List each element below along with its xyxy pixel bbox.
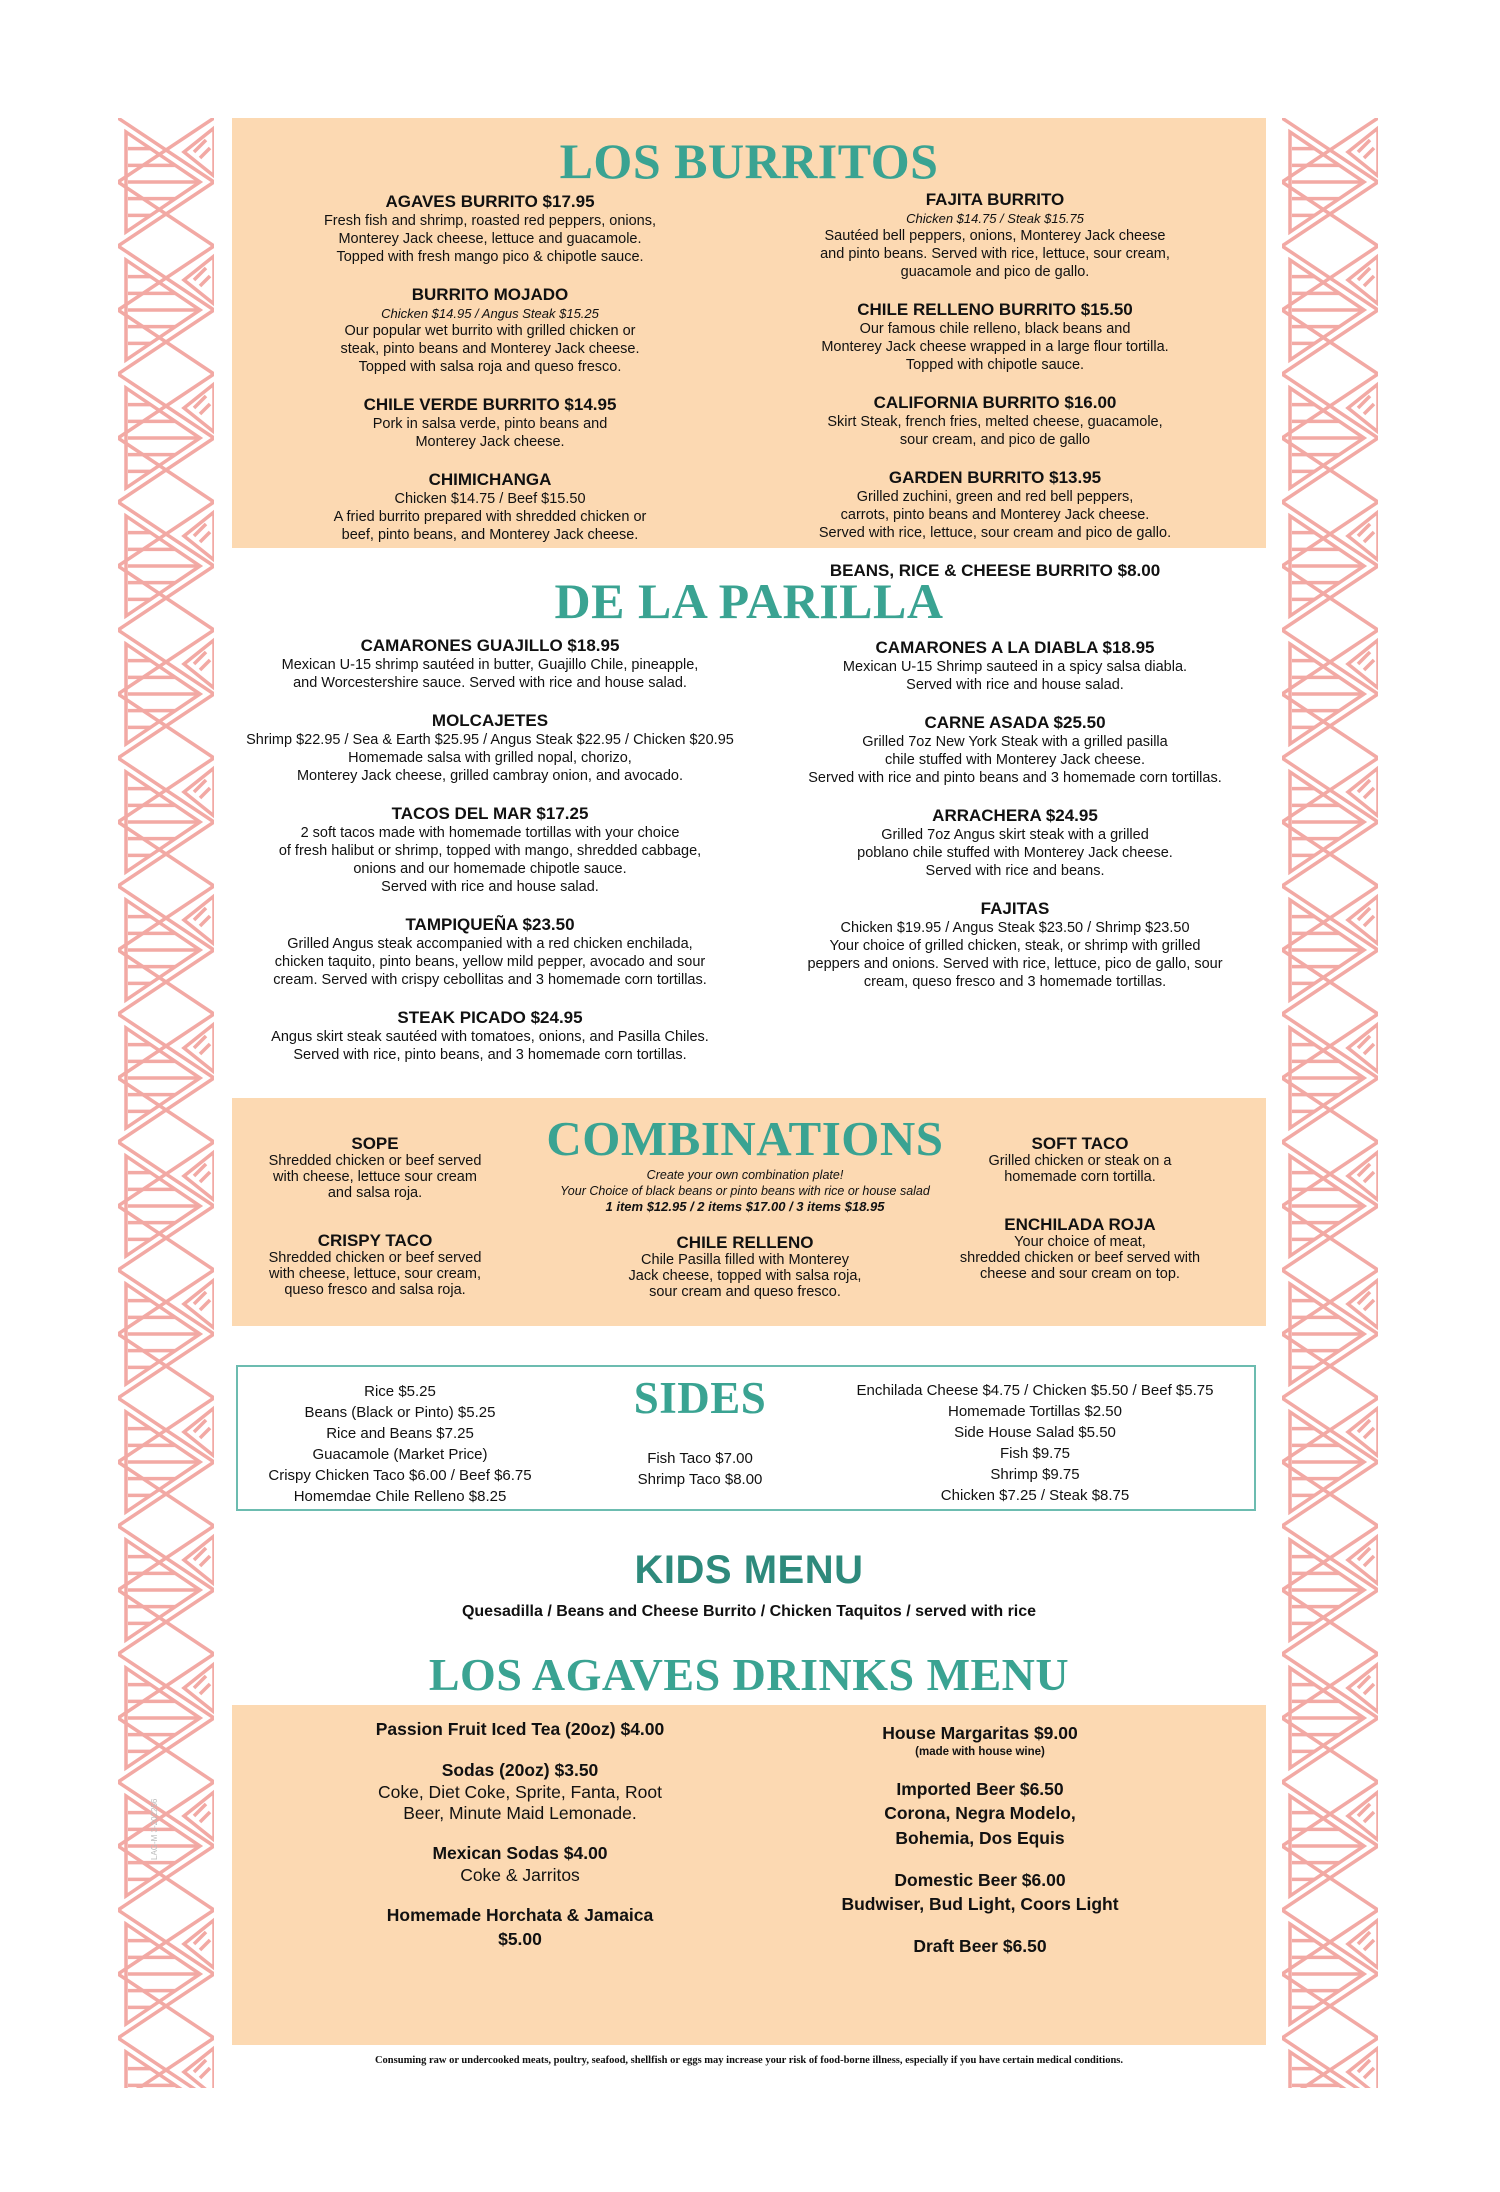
item-name: CALIFORNIA BURRITO $16.00 (873, 393, 1117, 412)
item-description: Served with rice, lettuce, sour cream and pico de gallo. (818, 525, 1172, 541)
item-description: Monterey Jack cheese, lettuce and guacamole. (338, 231, 642, 247)
item-description: with cheese, lettuce sour cream (273, 1169, 477, 1185)
item-price-note: Chicken $14.75 / Steak $15.75 (906, 211, 1084, 226)
drink-name: Sodas (20oz) $3.50 (441, 1760, 599, 1780)
drink-name: Domestic Beer $6.00 (894, 1870, 1066, 1890)
combinations-intro-line-1: Create your own combination plate! (646, 1168, 844, 1182)
drink-item (340, 1718, 700, 1741)
drink-item (800, 1778, 1160, 1851)
drink-name: Passion Fruit Iced Tea (20oz) $4.00 (375, 1719, 665, 1739)
item-name: CAMARONES A LA DIABLA $18.95 (875, 638, 1155, 657)
drink-description: Coke, Diet Coke, Sprite, Fanta, Root (377, 1782, 663, 1802)
item-name: CHILE VERDE BURRITO $14.95 (363, 395, 617, 414)
menu-item (240, 915, 740, 989)
menu-item (765, 899, 1265, 991)
item-description: Chicken $14.75 / Beef $15.50 (394, 491, 586, 507)
item-name: SOFT TACO (1031, 1134, 1129, 1153)
item-description: Pork in salsa verde, pinto beans and (372, 416, 608, 432)
health-disclaimer: Consuming raw or undercooked meats, poultry, seafood, shellfish or eggs may increase your risk of food-borne illness, especially if you have certain medical conditions. (374, 2055, 1124, 2066)
combinations-prices: 1 item $12.95 / 2 items $17.00 / 3 items $18.95 (605, 1199, 885, 1214)
item-description: sour cream, and pico de gallo (899, 432, 1091, 448)
side-item: Fish $9.75 (999, 1445, 1071, 1462)
item-name: BEANS, RICE & CHEESE BURRITO $8.00 (829, 561, 1161, 580)
item-description: queso fresco and salsa roja. (284, 1282, 466, 1298)
combinations-right-column (945, 1134, 1215, 1312)
item-description: peppers and onions. Served with rice, lettuce, pico de gallo, sour (807, 956, 1223, 972)
item-name: TAMPIQUEÑA $23.50 (405, 915, 575, 934)
menu-item (780, 190, 1210, 281)
item-name: ARRACHERA $24.95 (932, 806, 1098, 825)
item-description: Served with rice and house salad. (381, 879, 599, 895)
menu-item (765, 806, 1265, 880)
item-name: GARDEN BURRITO $13.95 (888, 468, 1102, 487)
item-name: CHILE RELLENO BURRITO $15.50 (857, 300, 1133, 319)
drink-item (800, 1935, 1160, 1958)
item-description: Angus skirt steak sautéed with tomatoes, onions, and Pasilla Chiles. (271, 1029, 709, 1045)
item-name: SOPE (351, 1134, 399, 1153)
side-item: Guacamole (Market Price) (312, 1446, 488, 1463)
combinations-left-column (250, 1134, 500, 1328)
side-item: Shrimp Taco $8.00 (637, 1471, 763, 1488)
item-description: Sautéed bell peppers, onions, Monterey Jack cheese (824, 228, 1166, 244)
item-description: cream, queso fresco and 3 homemade tortillas. (863, 974, 1167, 990)
item-description: guacamole and pico de gallo. (900, 264, 1090, 280)
menu-item (765, 713, 1265, 787)
item-description: Our famous chile relleno, black beans and (859, 321, 1131, 337)
item-description: chile stuffed with Monterey Jack cheese. (884, 752, 1146, 768)
side-item: Homemade Tortillas $2.50 (948, 1403, 1122, 1420)
drinks-left-column (340, 1718, 700, 1970)
drink-description: Budwiser, Bud Light, Coors Light (841, 1894, 1119, 1914)
drink-description: $5.00 (498, 1929, 542, 1949)
item-description: Grilled chicken or steak on a (988, 1153, 1172, 1169)
item-description: Shrimp $22.95 / Sea & Earth $25.95 / Angus Steak $22.95 / Chicken $20.95 (246, 732, 734, 748)
item-description: A fried burrito prepared with shredded chicken or (333, 509, 647, 525)
item-description: Served with rice and house salad. (906, 677, 1124, 693)
menu-item (270, 470, 710, 544)
item-description: Shredded chicken or beef served (268, 1250, 482, 1266)
item-description: Homemade salsa with grilled nopal, chorizo, (348, 750, 632, 766)
sides-left-column (250, 1381, 550, 1507)
drink-item (800, 1869, 1160, 1917)
item-description: Grilled 7oz New York Steak with a grilled pasilla (862, 734, 1168, 750)
drinks-title: LOS AGAVES DRINKS MENU (428, 1649, 1070, 1700)
side-item: Rice $5.25 (364, 1383, 436, 1400)
item-description: Your choice of grilled chicken, steak, or shrimp with grilled (829, 938, 1201, 954)
item-description: Grilled zuchini, green and red bell peppers, (856, 489, 1134, 505)
menu-item (600, 1233, 890, 1300)
drink-note: (made with house wine) (915, 1746, 1045, 1758)
item-name: AGAVES BURRITO $17.95 (385, 192, 595, 211)
drinks-right-column (800, 1722, 1160, 1976)
burritos-right-column (780, 190, 1210, 600)
item-description: Chile Pasilla filled with Monterey (641, 1252, 849, 1268)
item-name: ENCHILADA ROJA (1004, 1215, 1156, 1234)
item-description: Chicken $19.95 / Angus Steak $23.50 / Shrimp $23.50 (840, 920, 1190, 936)
drink-name: Mexican Sodas $4.00 (432, 1843, 608, 1863)
parilla-left-column (240, 636, 740, 1083)
item-description: 2 soft tacos made with homemade tortillas with your choice (300, 825, 680, 841)
item-name: CHIMICHANGA (428, 470, 552, 489)
burritos-title: LOS BURRITOS (559, 133, 939, 189)
menu-item (270, 192, 710, 266)
menu-item (250, 1134, 500, 1201)
item-description: beef, pinto beans, and Monterey Jack cheese. (341, 527, 639, 543)
item-description: Fresh fish and shrimp, roasted red peppers, onions, (323, 213, 657, 229)
sides-title: SIDES (633, 1373, 767, 1423)
side-item: Enchilada Cheese $4.75 / Chicken $5.50 / Beef $5.75 (856, 1382, 1214, 1399)
drink-description: Corona, Negra Modelo, (884, 1803, 1076, 1823)
item-description: chicken taquito, pinto beans, yellow mild pepper, avocado and sour (274, 954, 706, 970)
side-item: Homemdae Chile Relleno $8.25 (293, 1488, 507, 1505)
right-border-pattern (1282, 118, 1378, 2088)
item-description: Monterey Jack cheese wrapped in a large flour tortilla. (821, 339, 1169, 355)
item-description: Served with rice and pinto beans and 3 homemade corn tortillas. (808, 770, 1222, 786)
item-name: CARNE ASADA $25.50 (924, 713, 1106, 732)
item-description: Our popular wet burrito with grilled chicken or (344, 323, 636, 339)
menu-item (270, 285, 710, 376)
menu-item (240, 804, 740, 896)
item-description: and pinto beans. Served with rice, lettuce, sour cream, (820, 246, 1170, 262)
side-item: Rice and Beans $7.25 (326, 1425, 474, 1442)
side-item: Beans (Black or Pinto) $5.25 (304, 1404, 496, 1421)
drink-name: Homemade Horchata & Jamaica (386, 1905, 654, 1925)
item-description: Monterey Jack cheese, grilled cambray onion, and avocado. (296, 768, 684, 784)
combinations-intro-line-2: Your Choice of black beans or pinto beans with rice or house salad (560, 1184, 930, 1198)
menu-item (240, 1008, 740, 1064)
item-description: Served with rice and beans. (925, 863, 1105, 879)
combinations-center-column (600, 1233, 890, 1330)
side-item: Chicken $7.25 / Steak $8.75 (940, 1487, 1130, 1504)
item-name: STEAK PICADO $24.95 (397, 1008, 583, 1027)
drink-name: Draft Beer $6.50 (913, 1936, 1047, 1956)
item-description: and Worcestershire sauce. Served with rice and house salad. (293, 675, 687, 691)
menu-item (780, 393, 1210, 449)
item-description: Mexican U-15 shrimp sautéed in butter, Guajillo Chile, pineapple, (281, 657, 699, 673)
drink-description: Coke & Jarritos (460, 1865, 580, 1885)
menu-item (765, 638, 1265, 694)
item-name: MOLCAJETES (431, 711, 549, 730)
drink-name: Imported Beer $6.50 (896, 1779, 1064, 1799)
drink-name: House Margaritas $9.00 (882, 1723, 1078, 1743)
menu-item (945, 1215, 1215, 1282)
item-description: Topped with salsa roja and queso fresco. (358, 359, 622, 375)
drink-description: Beer, Minute Maid Lemonade. (403, 1803, 637, 1823)
item-description: Topped with fresh mango pico & chipotle sauce. (336, 249, 644, 265)
side-item: Side House Salad $5.50 (954, 1424, 1116, 1441)
kids-description: Quesadilla / Beans and Cheese Burrito / Chicken Taquitos / served with rice (461, 1603, 1037, 1620)
kids-title: KIDS MENU (634, 1548, 864, 1592)
item-description: onions and our homemade chipotle sauce. (353, 861, 627, 877)
menu-item (240, 636, 740, 692)
item-price-note: Chicken $14.95 / Angus Steak $15.25 (381, 306, 599, 321)
item-description: Jack cheese, topped with salsa roja, (628, 1268, 862, 1284)
item-description: Shredded chicken or beef served (268, 1153, 482, 1169)
item-description: Skirt Steak, french fries, melted cheese, guacamole, (827, 414, 1163, 430)
item-description: and salsa roja. (327, 1185, 423, 1201)
item-name: BURRITO MOJADO (411, 285, 569, 304)
side-item: Shrimp $9.75 (990, 1466, 1080, 1483)
side-item: Crispy Chicken Taco $6.00 / Beef $6.75 (268, 1467, 532, 1484)
item-description: with cheese, lettuce, sour cream, (269, 1266, 481, 1282)
drink-item (800, 1722, 1160, 1760)
item-name: CHILE RELLENO (676, 1233, 814, 1252)
item-description: Topped with chipotle sauce. (905, 357, 1085, 373)
item-description: homemade corn tortilla. (1004, 1169, 1156, 1185)
drink-description: Bohemia, Dos Equis (895, 1828, 1065, 1848)
item-description: sour cream and queso fresco. (649, 1284, 841, 1300)
item-description: poblano chile stuffed with Monterey Jack cheese. (857, 845, 1173, 861)
combinations-intro (520, 1167, 970, 1215)
item-description: shredded chicken or beef served with (959, 1250, 1201, 1266)
item-description: of fresh halibut or shrimp, topped with mango, shredded cabbage, (278, 843, 702, 859)
parilla-right-column (765, 638, 1265, 1010)
item-description: Served with rice, pinto beans, and 3 homemade corn tortillas. (293, 1047, 687, 1063)
item-name: CAMARONES GUAJILLO $18.95 (360, 636, 620, 655)
item-description: steak, pinto beans and Monterey Jack cheese. (340, 341, 640, 357)
item-description: Mexican U-15 Shrimp sauteed in a spicy salsa diabla. (842, 659, 1188, 675)
parilla-title: DE LA PARILLA (554, 573, 944, 629)
item-name: CRISPY TACO (317, 1231, 433, 1250)
combinations-title: COMBINATIONS (546, 1111, 944, 1166)
menu-item (780, 468, 1210, 542)
side-code: LAG-M 3-202256 (150, 1798, 159, 1860)
item-description: Grilled Angus steak accompanied with a red chicken enchilada, (287, 936, 693, 952)
item-name: FAJITA BURRITO (925, 190, 1065, 209)
menu-item (780, 300, 1210, 374)
menu-item (250, 1231, 500, 1298)
item-description: Grilled 7oz Angus skirt steak with a grilled (881, 827, 1149, 843)
side-item: Fish Taco $7.00 (647, 1450, 753, 1467)
burritos-left-column (270, 192, 710, 563)
sides-center-column (600, 1448, 800, 1490)
menu-item (270, 395, 710, 451)
left-border-pattern (118, 118, 214, 2088)
item-description: cheese and sour cream on top. (980, 1266, 1180, 1282)
menu-item (945, 1134, 1215, 1185)
item-description: Monterey Jack cheese. (415, 434, 565, 450)
menu-item (240, 711, 740, 785)
item-description: Your choice of meat, (1014, 1234, 1146, 1250)
drink-item (340, 1759, 700, 1824)
item-name: TACOS DEL MAR $17.25 (391, 804, 589, 823)
drink-item (340, 1842, 700, 1886)
item-description: carrots, pinto beans and Monterey Jack cheese. (840, 507, 1150, 523)
item-description: cream. Served with crispy cebollitas and 3 homemade corn tortillas. (273, 972, 707, 988)
item-name: FAJITAS (980, 899, 1050, 918)
drink-item (340, 1904, 700, 1952)
sides-right-column (840, 1380, 1230, 1506)
